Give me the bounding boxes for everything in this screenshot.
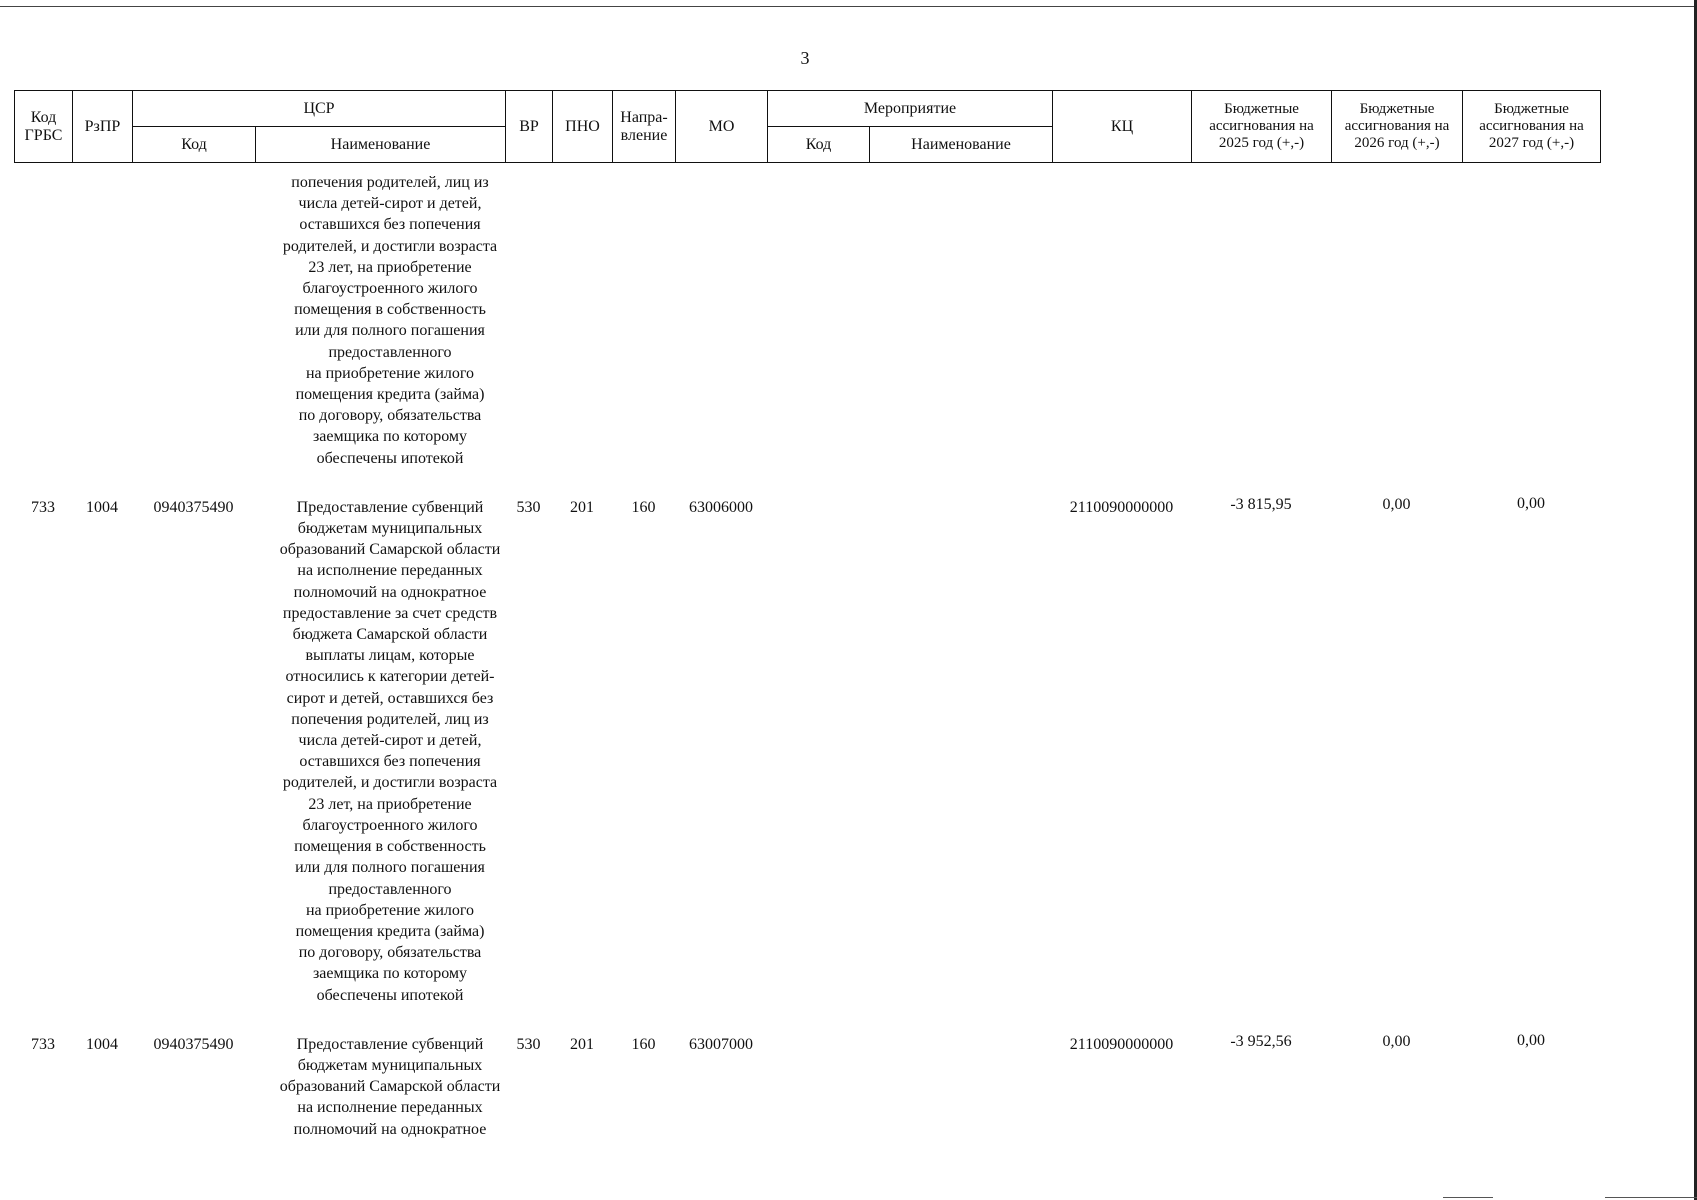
table-row xyxy=(14,494,1600,1006)
header-vr: ВР xyxy=(506,91,553,163)
scan-mark xyxy=(1443,1197,1493,1198)
cell-csr-code: 0940375490 xyxy=(153,1035,234,1053)
table-body xyxy=(14,172,1600,1140)
name-line: образований Самарской области xyxy=(279,541,501,559)
cell-csr-code: 0940375490 xyxy=(153,498,234,516)
name-line: образований Самарской области xyxy=(279,1078,501,1096)
name-line: помещения кредита (займа) xyxy=(295,386,485,404)
header-direction: Напра- вление xyxy=(613,91,676,163)
name-line: полномочий на однократное xyxy=(293,1120,487,1138)
name-line: родителей, и достигли возраста xyxy=(282,237,498,255)
name-line: относились к категории детей- xyxy=(285,668,495,686)
cell-mo: 63007000 xyxy=(689,1035,753,1053)
name-line: на исполнение переданных xyxy=(297,1099,483,1117)
cell-direction: 160 xyxy=(631,498,656,516)
continuation-row xyxy=(14,172,1600,469)
cell-vr: 530 xyxy=(516,1035,541,1053)
cell-budget-2025: -3 952,56 xyxy=(1230,1032,1292,1050)
continuation-name xyxy=(258,172,522,469)
table-header xyxy=(14,90,1601,163)
name-line: на приобретение жилого xyxy=(305,364,475,382)
name-line: 23 лет, на приобретение xyxy=(308,258,472,276)
name-line: оставшихся без попечения xyxy=(299,216,481,234)
header-mo: МО xyxy=(676,91,768,163)
cell-rzpr: 1004 xyxy=(86,1035,118,1053)
name-line: благоустроенного жилого xyxy=(302,280,478,298)
name-line: 23 лет, на приобретение xyxy=(308,795,472,813)
name-line: попечения родителей, лиц из xyxy=(291,710,489,728)
header-budget-2027: Бюджетные ассигнования на 2027 год (+,-) xyxy=(1463,91,1601,163)
name-line: на приобретение жилого xyxy=(305,901,475,919)
name-line: числа детей-сирот и детей, xyxy=(298,732,482,750)
cell-budget-2025: -3 815,95 xyxy=(1230,495,1292,513)
name-line: бюджетам муниципальных xyxy=(297,520,483,538)
header-event: Мероприятие xyxy=(768,91,1053,127)
page-number: 3 xyxy=(800,48,810,68)
name-line: заемщика по которому xyxy=(312,428,468,446)
name-line: или для полного погашения xyxy=(295,859,485,877)
cell-grbs: 733 xyxy=(31,1035,55,1053)
cell-budget-2026: 0,00 xyxy=(1382,1032,1411,1050)
name-line: Предоставление субвенций xyxy=(296,1035,484,1053)
header-rzpr: РзПР xyxy=(73,91,133,163)
header-event-code: Код xyxy=(768,127,870,163)
header-budget-2026: Бюджетные ассигнования на 2026 год (+,-) xyxy=(1332,91,1463,163)
header-grbs: Код ГРБС xyxy=(15,91,73,163)
header-csr-name: Наименование xyxy=(256,127,506,163)
name-line: обеспечены ипотекой xyxy=(316,449,464,467)
name-line: полномочий на однократное xyxy=(293,583,487,601)
name-line: попечения родителей, лиц из xyxy=(291,174,489,191)
scan-top-edge xyxy=(0,6,1697,7)
cell-budget-2026: 0,00 xyxy=(1382,495,1411,513)
cell-pno: 201 xyxy=(570,498,594,516)
name-line: по договору, обязательства xyxy=(298,407,482,425)
header-event-name: Наименование xyxy=(870,127,1053,163)
cell-grbs: 733 xyxy=(31,498,55,516)
name-line: или для полного погашения xyxy=(295,322,485,340)
header-kc: КЦ xyxy=(1053,91,1192,163)
cell-kc: 2110090000000 xyxy=(1069,1035,1174,1053)
name-line: обеспечены ипотекой xyxy=(316,986,464,1004)
cell-pno: 201 xyxy=(570,1035,594,1053)
cell-budget-2027: 0,00 xyxy=(1517,1031,1545,1049)
cell-mo: 63006000 xyxy=(689,498,753,516)
name-line: на исполнение переданных xyxy=(297,562,483,580)
name-line: предоставление за счет средств xyxy=(282,604,498,622)
header-csr: ЦСР xyxy=(133,91,506,127)
name-line: оставшихся без попечения xyxy=(299,753,481,771)
cell-kc: 2110090000000 xyxy=(1069,498,1174,516)
name-line: заемщика по которому xyxy=(312,965,468,983)
name-line: предоставленного xyxy=(328,343,452,361)
name-line: числа детей-сирот и детей, xyxy=(298,195,482,213)
header-budget-2025: Бюджетные ассигнования на 2025 год (+,-) xyxy=(1192,91,1332,163)
name-line: бюджетам муниципальных xyxy=(297,1056,483,1074)
cell-csr-name xyxy=(258,497,522,1006)
header-csr-code: Код xyxy=(133,127,256,163)
name-line: сирот и детей, оставшихся без xyxy=(286,689,494,707)
cell-csr-name xyxy=(258,1034,522,1140)
name-line: выплаты лицам, которые xyxy=(305,647,475,665)
name-line: помещения в собственность xyxy=(294,838,486,856)
cell-direction: 160 xyxy=(631,1035,656,1053)
name-line: предоставленного xyxy=(328,880,452,898)
name-line: по договору, обязательства xyxy=(298,944,482,962)
name-line: Предоставление субвенций xyxy=(296,498,484,516)
name-line: бюджета Самарской области xyxy=(292,626,488,644)
scan-mark xyxy=(1605,1197,1697,1198)
cell-budget-2027: 0,00 xyxy=(1517,494,1545,512)
name-line: помещения кредита (займа) xyxy=(295,922,485,940)
header-pno: ПНО xyxy=(553,91,613,163)
table-row xyxy=(14,1031,1600,1140)
cell-vr: 530 xyxy=(516,498,541,516)
cell-rzpr: 1004 xyxy=(86,498,118,516)
name-line: родителей, и достигли возраста xyxy=(282,774,498,792)
name-line: благоустроенного жилого xyxy=(302,816,478,834)
name-line: помещения в собственность xyxy=(294,301,486,319)
